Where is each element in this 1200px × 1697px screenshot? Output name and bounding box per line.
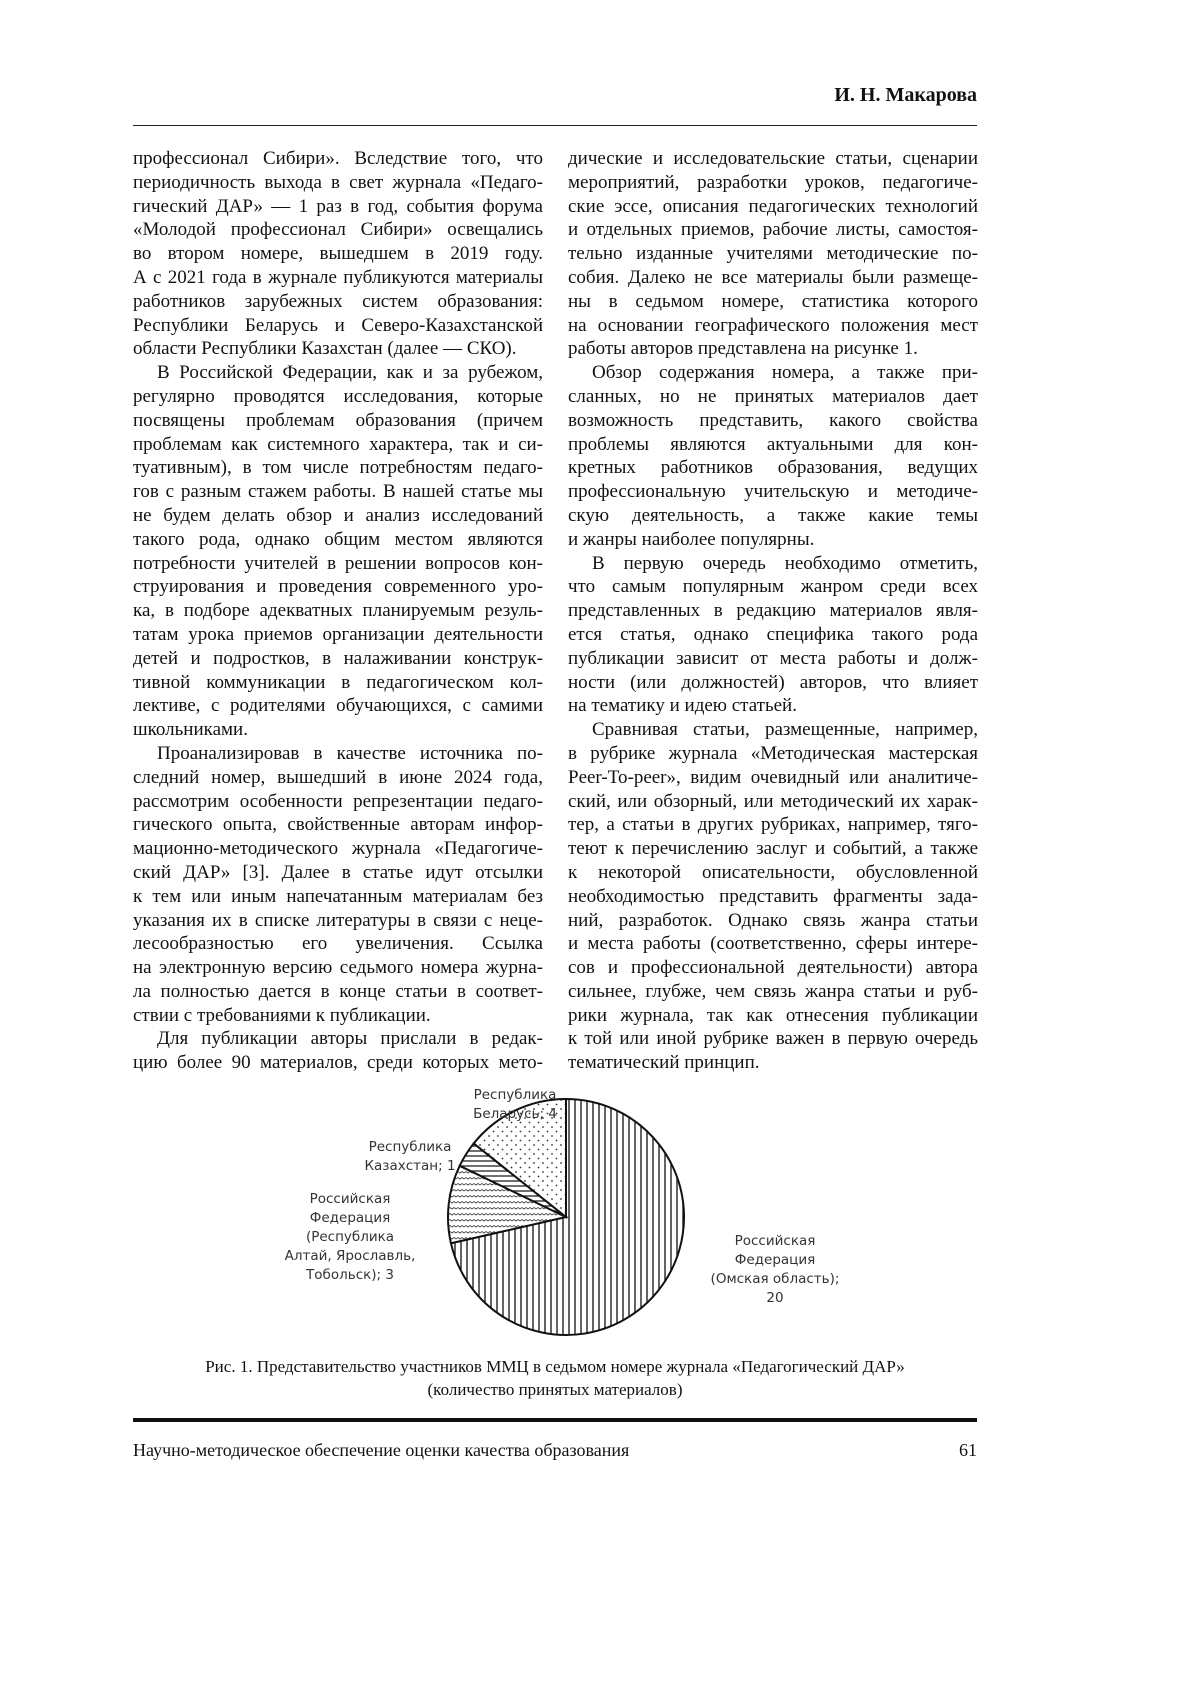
text-line: тивной коммуникации в педагогическом кол- [133, 671, 543, 695]
text-line: гов с разным стажем работы. В нашей статье мы [133, 480, 543, 504]
text-line: потребности учителей в решении вопросов кон- [133, 552, 543, 576]
text-line: ский, или обзорный, или методический их харак- [568, 790, 978, 814]
caption-line-1: Рис. 1. Представительство участников ММЦ в седьмом номере журнала «Педагогический ДАР» [133, 1355, 977, 1378]
text-line: области Республики Казахстан (далее — СКО). [133, 337, 543, 361]
text-line: лесообразностью его увеличения. Ссылка [133, 932, 543, 956]
text-line: ка, в подборе адекватных планируемым резуль- [133, 599, 543, 623]
left-text-column [133, 147, 543, 1075]
text-line: работников зарубежных систем образования: [133, 290, 543, 314]
text-line: на основании географического положения мест [568, 314, 978, 338]
text-line: публикации зависит от места работы и долж- [568, 647, 978, 671]
text-line: и отдельных приемов, рабочие листы, самостоя- [568, 218, 978, 242]
text-line: В Российской Федерации, как и за рубежом, [133, 361, 543, 385]
text-line: Обзор содержания номера, а также при- [568, 361, 978, 385]
text-line: ны в седьмом номере, статистика которого [568, 290, 978, 314]
text-line: регулярно проводятся исследования, которые [133, 385, 543, 409]
text-line: дические и исследовательские статьи, сценарии [568, 147, 978, 171]
text-line: в рубрике журнала «Методическая мастерская [568, 742, 978, 766]
text-line: ствии с требованиями к публикации. [133, 1004, 543, 1028]
text-line: профессиональную учительскую и методиче- [568, 480, 978, 504]
text-line: работы авторов представлена на рисунке 1. [568, 337, 978, 361]
caption-line-2: (количество принятых материалов) [133, 1378, 977, 1401]
text-line: на тематику и идею статьей. [568, 694, 978, 718]
text-line: к некоторой описательности, обусловленной [568, 861, 978, 885]
text-line: Peer-To-peer», видим очевидный или аналитиче- [568, 766, 978, 790]
text-line: цию более 90 материалов, среди которых мето- [133, 1051, 543, 1075]
text-line: «Молодой профессионал Сибири» освещались [133, 218, 543, 242]
text-line: ские эссе, описания педагогических технологий [568, 195, 978, 219]
figure-pie-chart [280, 1080, 840, 1350]
text-line: рики журнала, так как отнесения публикации [568, 1004, 978, 1028]
text-line: возможность представить, какого свойства [568, 409, 978, 433]
text-line: не будем делать обзор и анализ исследований [133, 504, 543, 528]
text-line: струирования и проведения современного уро- [133, 575, 543, 599]
text-line: на электронную версию седьмого номера журна- [133, 956, 543, 980]
running-header-author: И. Н. Макарова [834, 84, 977, 107]
header-rule [133, 125, 977, 126]
text-line: проблемам как системного характера, так и си- [133, 433, 543, 457]
text-line: что самым популярным жанром среди всех [568, 575, 978, 599]
text-line: рассмотрим особенности репрезентации педаго- [133, 790, 543, 814]
right-text-column [568, 147, 978, 1075]
text-line: мационно-методического журнала «Педагогиче- [133, 837, 543, 861]
text-line: необходимостью представить фрагменты зада- [568, 885, 978, 909]
text-line: тематический принцип. [568, 1051, 978, 1075]
text-line: сов и профессиональной деятельности) автора [568, 956, 978, 980]
text-line: Для публикации авторы прислали в редак- [133, 1027, 543, 1051]
text-line: следний номер, вышедший в июне 2024 года, [133, 766, 543, 790]
pie-label-rf-other: Российская Федерация (Республика Алтай, Ярославль, Тобольск); 3 [270, 1190, 430, 1285]
text-line: проблемы являются актуальными для кон- [568, 433, 978, 457]
text-line: профессионал Сибири». Вследствие того, что [133, 147, 543, 171]
text-line: собия. Далеко не все материалы были размеще- [568, 266, 978, 290]
text-line: Сравнивая статьи, размещенные, например, [568, 718, 978, 742]
text-line: тер, а статьи в других рубриках, например, тяго- [568, 813, 978, 837]
text-line: сильнее, глубже, чем связь жанра статьи и руб- [568, 980, 978, 1004]
text-line: туативным), в том числе потребностям педаго- [133, 456, 543, 480]
text-line: и места работы (соответственно, сферы интере- [568, 932, 978, 956]
text-line: ний, разработок. Однако связь жанра статьи [568, 909, 978, 933]
footer-journal-title: Научно-методическое обеспечение оценки качества образования [133, 1440, 629, 1461]
text-line: ский ДАР» [3]. Далее в статье идут отсылки [133, 861, 543, 885]
text-line: и жанры наиболее популярны. [568, 528, 978, 552]
text-line: к тем или иным напечатанным материалам без [133, 885, 543, 909]
text-line: мероприятий, разработки уроков, педагогиче- [568, 171, 978, 195]
text-line: ности (или должностей) авторов, что влияет [568, 671, 978, 695]
footer-rule [133, 1418, 977, 1422]
text-line: к той или иной рубрике важен в первую очередь [568, 1027, 978, 1051]
text-line: А с 2021 года в журнале публикуются материалы [133, 266, 543, 290]
text-line: указания их в списке литературы в связи с неце- [133, 909, 543, 933]
text-line: сланных, но не принятых материалов дает [568, 385, 978, 409]
text-line: татам урока приемов организации деятельности [133, 623, 543, 647]
text-line: Республики Беларусь и Северо-Казахстанской [133, 314, 543, 338]
text-line: теют к перечислению заслуг и событий, а также [568, 837, 978, 861]
text-line: посвящены проблемам образования (причем [133, 409, 543, 433]
text-line: кретных работников образования, ведущих [568, 456, 978, 480]
text-line: тельно изданные учителями методические по- [568, 242, 978, 266]
text-line: лективе, с родителями обучающихся, с самими [133, 694, 543, 718]
text-line: школьниками. [133, 718, 543, 742]
text-line: Проанализировав в качестве источника по- [133, 742, 543, 766]
text-line: представленных в редакцию материалов явля- [568, 599, 978, 623]
text-line: такого рода, однако общим местом являются [133, 528, 543, 552]
pie-label-kazakhstan: Республика Казахстан; 1 [350, 1138, 470, 1176]
text-line: во втором номере, вышедшем в 2019 году. [133, 242, 543, 266]
figure-caption [133, 1355, 977, 1401]
text-line: гического опыта, свойственные авторам инфор- [133, 813, 543, 837]
pie-label-rf-omsk: Российская Федерация (Омская область); 20 [700, 1232, 850, 1308]
text-line: детей и подростков, в налаживании конструк- [133, 647, 543, 671]
text-line: гический ДАР» — 1 раз в год, события форума [133, 195, 543, 219]
text-line: скую деятельность, а также какие темы [568, 504, 978, 528]
text-line: периодичность выхода в свет журнала «Педаго- [133, 171, 543, 195]
text-line: ется статья, однако специфика такого рода [568, 623, 978, 647]
text-line: ла полностью дается в конце статьи в соответ- [133, 980, 543, 1004]
page-number: 61 [959, 1440, 977, 1461]
text-line: В первую очередь необходимо отметить, [568, 552, 978, 576]
pie-label-belarus: Республика Беларусь; 4 [450, 1086, 580, 1124]
